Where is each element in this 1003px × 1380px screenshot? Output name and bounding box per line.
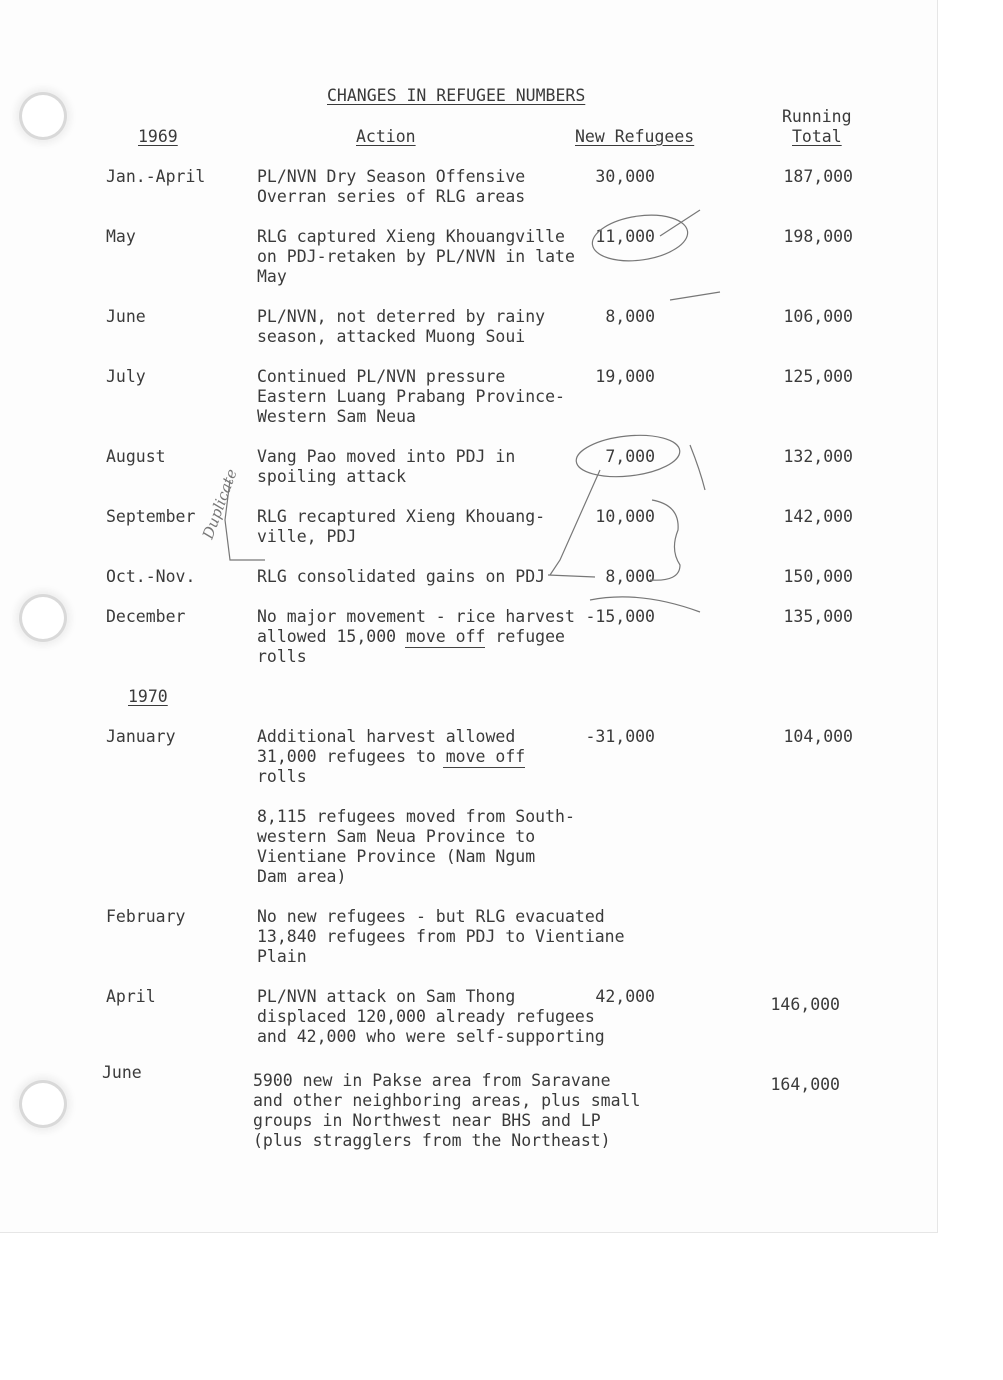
row-action-line: displaced 120,000 already refugees xyxy=(257,1007,595,1026)
row-running-total: 106,000 xyxy=(783,307,853,326)
row-new-refugees: 42,000 xyxy=(595,987,655,1006)
row-action-line: RLG consolidated gains on PDJ xyxy=(257,567,546,586)
row-running-total: 135,000 xyxy=(783,607,853,626)
row-action-line: (plus stragglers from the Northeast) xyxy=(253,1131,611,1150)
row-action-line: Additional harvest allowed xyxy=(257,727,516,746)
row-period: June xyxy=(102,1063,142,1082)
punch-hole xyxy=(22,95,64,137)
row-action-line: ville, PDJ xyxy=(257,527,357,546)
row-running-total: 142,000 xyxy=(783,507,853,526)
row-action-line: rolls xyxy=(257,647,307,666)
column-header-year-1969: 1969 xyxy=(138,127,178,146)
row-period: February xyxy=(106,907,186,926)
row-running-total: 164,000 xyxy=(770,1075,840,1094)
underline-mark xyxy=(443,767,525,768)
row-action-line: 5900 new in Pakse area from Saravane xyxy=(253,1071,611,1090)
row-action-line: Eastern Luang Prabang Province- xyxy=(257,387,565,406)
row-period: June xyxy=(106,307,146,326)
row-action-line: Vientiane Province (Nam Ngum xyxy=(257,847,536,866)
row-running-total: 198,000 xyxy=(783,227,853,246)
row-running-total: 132,000 xyxy=(783,447,853,466)
punch-hole xyxy=(22,1083,64,1125)
column-header-action: Action xyxy=(356,127,416,146)
row-period: Oct.-Nov. xyxy=(106,567,196,586)
column-header-running: Running xyxy=(782,107,852,126)
row-action-line: RLG captured Xieng Khouangville xyxy=(257,227,565,246)
row-period: July xyxy=(106,367,146,386)
row-period: August xyxy=(106,447,166,466)
row-running-total: 104,000 xyxy=(783,727,853,746)
row-action-line: PL/NVN Dry Season Offensive xyxy=(257,167,526,186)
row-action-line: PL/NVN, not deterred by rainy xyxy=(257,307,546,326)
punch-hole xyxy=(22,597,64,639)
row-period: April xyxy=(106,987,156,1006)
row-action-line: No major movement - rice harvest xyxy=(257,607,575,626)
row-new-refugees: 10,000 xyxy=(595,507,655,526)
underline-mark xyxy=(405,647,485,648)
row-period: December xyxy=(106,607,186,626)
row-action-line: western Sam Neua Province to xyxy=(257,827,536,846)
row-action-line: Western Sam Neua xyxy=(257,407,416,426)
row-action-line: 13,840 refugees from PDJ to Vientiane xyxy=(257,927,625,946)
row-new-refugees: 19,000 xyxy=(595,367,655,386)
row-action-line: Overran series of RLG areas xyxy=(257,187,526,206)
row-running-total: 146,000 xyxy=(770,995,840,1014)
row-action-line: and other neighboring areas, plus small xyxy=(253,1091,641,1110)
row-action-line: 31,000 refugees to move off xyxy=(257,747,526,766)
row-action-line: Vang Pao moved into PDJ in xyxy=(257,447,516,466)
handwritten-note: Duplicate xyxy=(198,466,241,542)
row-action-line: PL/NVN attack on Sam Thong xyxy=(257,987,516,1006)
row-action-line: groups in Northwest near BHS and LP xyxy=(253,1111,601,1130)
row-action-line: Plain xyxy=(257,947,307,966)
row-action-line: on PDJ-retaken by PL/NVN in late xyxy=(257,247,575,266)
row-action-line: allowed 15,000 move off refugee xyxy=(257,627,565,646)
row-new-refugees: 11,000 xyxy=(595,227,655,246)
row-period: Jan.-April xyxy=(106,167,206,186)
row-new-refugees: 30,000 xyxy=(595,167,655,186)
row-action-line: Dam area) xyxy=(257,867,347,886)
row-new-refugees: -15,000 xyxy=(585,607,655,626)
row-action-line: 8,115 refugees moved from South- xyxy=(257,807,575,826)
row-action-line: and 42,000 who were self-supporting xyxy=(257,1027,605,1046)
row-action-line: May xyxy=(257,267,287,286)
year-1970-heading: 1970 xyxy=(128,687,168,706)
row-new-refugees: 7,000 xyxy=(605,447,655,466)
row-new-refugees: 8,000 xyxy=(605,307,655,326)
column-header-new-refugees: New Refugees xyxy=(575,127,695,146)
row-action-line: season, attacked Muong Soui xyxy=(257,327,526,346)
row-running-total: 187,000 xyxy=(783,167,853,186)
row-period: September xyxy=(106,507,196,526)
row-action-line: rolls xyxy=(257,767,307,786)
row-new-refugees: -31,000 xyxy=(585,727,655,746)
page-title: CHANGES IN REFUGEE NUMBERS xyxy=(327,86,586,105)
row-running-total: 125,000 xyxy=(783,367,853,386)
row-action-line: spoiling attack xyxy=(257,467,407,486)
row-period: January xyxy=(106,727,176,746)
row-new-refugees: 8,000 xyxy=(605,567,655,586)
row-running-total: 150,000 xyxy=(783,567,853,586)
row-action-line: Continued PL/NVN pressure xyxy=(257,367,506,386)
column-header-total: Total xyxy=(792,127,842,146)
row-action-line: RLG recaptured Xieng Khouang- xyxy=(257,507,546,526)
row-action-line: No new refugees - but RLG evacuated xyxy=(257,907,605,926)
row-period: May xyxy=(106,227,136,246)
